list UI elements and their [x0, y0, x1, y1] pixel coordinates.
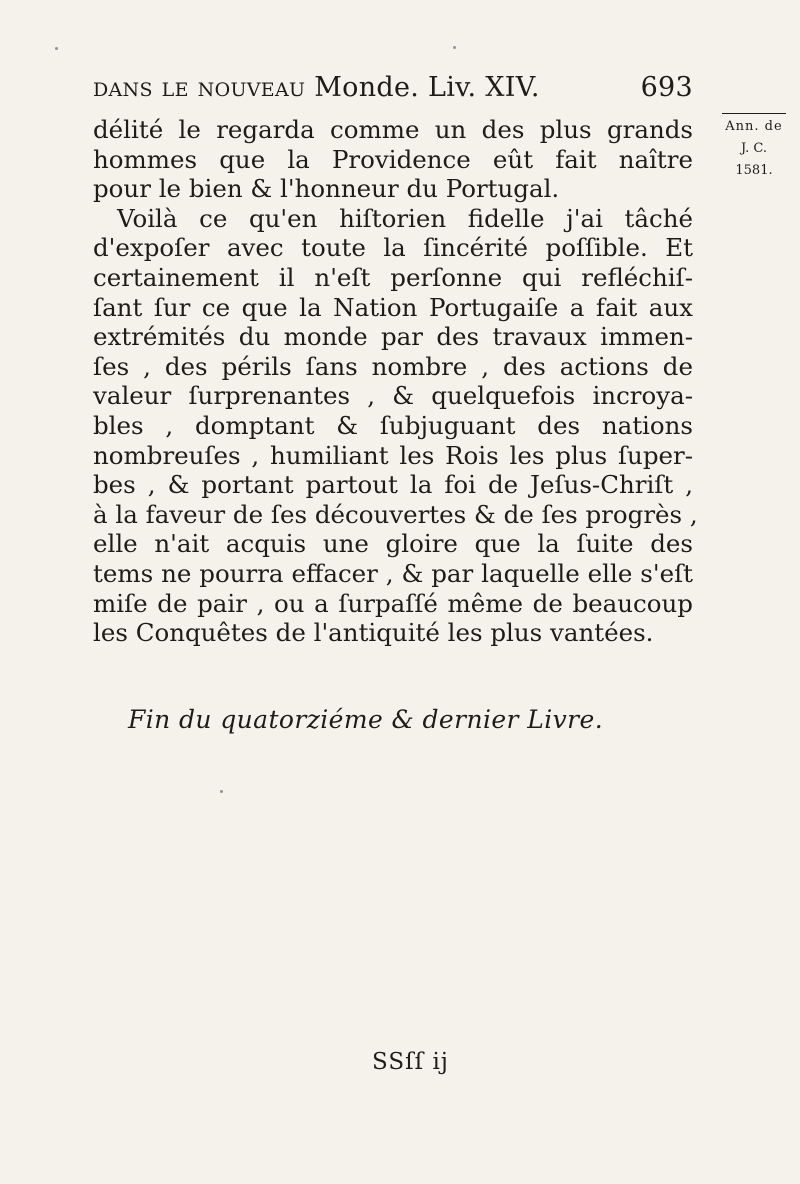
body-line: tems ne pourra effacer , & par laquelle elle s'eſt: [93, 558, 693, 588]
body-line: bes , & portant partout la foi de Jeſus-Chriſt ,: [93, 470, 693, 500]
body-line: valeur ſurprenantes , & quelquefois incroya-: [93, 381, 693, 411]
header-prefix: dans le nouveau: [93, 72, 306, 103]
body-line: certainement il n'eſt perſonne qui refléchiſ-: [93, 262, 693, 292]
margin-note-line-3: 1581.: [735, 163, 773, 178]
running-header: [93, 72, 693, 112]
end-of-book-note: Fin du quatorziéme & dernier Livre.: [128, 705, 604, 734]
margin-rule: [722, 113, 786, 114]
body-line: nombreuſes , humiliant les Rois les plus ſuper-: [93, 440, 693, 470]
page-number: 693: [640, 72, 693, 103]
paper-speck: [220, 790, 223, 793]
body-line: d'expoſer avec toute la ſincérité poſſible. Et: [93, 233, 693, 263]
body-line: bles , domptant & ſubjuguant des nations: [93, 410, 693, 440]
margin-note-line-2: J. C.: [740, 141, 768, 156]
body-line: hommes que la Providence eût fait naître: [93, 144, 693, 174]
body-line: à la faveur de ſes découvertes & de ſes progrès ,: [93, 499, 698, 529]
body-line: pour le bien & l'honneur du Portugal.: [93, 174, 560, 204]
body-line: miſe de pair , ou a ſurpaſſé même de beaucoup: [93, 588, 693, 618]
body-line: elle n'ait acquis une gloire que la ſuite des: [93, 529, 693, 559]
body-line: délité le regarda comme un des plus grands: [93, 115, 693, 144]
body-line: ſes , des périls ſans nombre , des actions de: [93, 351, 693, 381]
printer-signature-mark: SSſſ ij: [372, 1049, 449, 1075]
body-line: ſant ſur ce que la Nation Portugaiſe a fait aux: [93, 292, 693, 322]
paper-speck: [55, 47, 58, 50]
margin-note-line-1: Ann. de: [725, 119, 783, 134]
header-title: Monde. Liv. XIV.: [314, 72, 540, 103]
body-line: extrémités du monde par des travaux immen-: [93, 322, 693, 352]
body-text: [93, 115, 698, 648]
body-line: Voilà ce qu'en hiſtorien fidelle j'ai tâché: [117, 203, 693, 233]
margin-note-year: [718, 113, 790, 182]
body-line: les Conquêtes de l'antiquité les plus vantées.: [93, 618, 654, 648]
paper-speck: [453, 46, 456, 49]
